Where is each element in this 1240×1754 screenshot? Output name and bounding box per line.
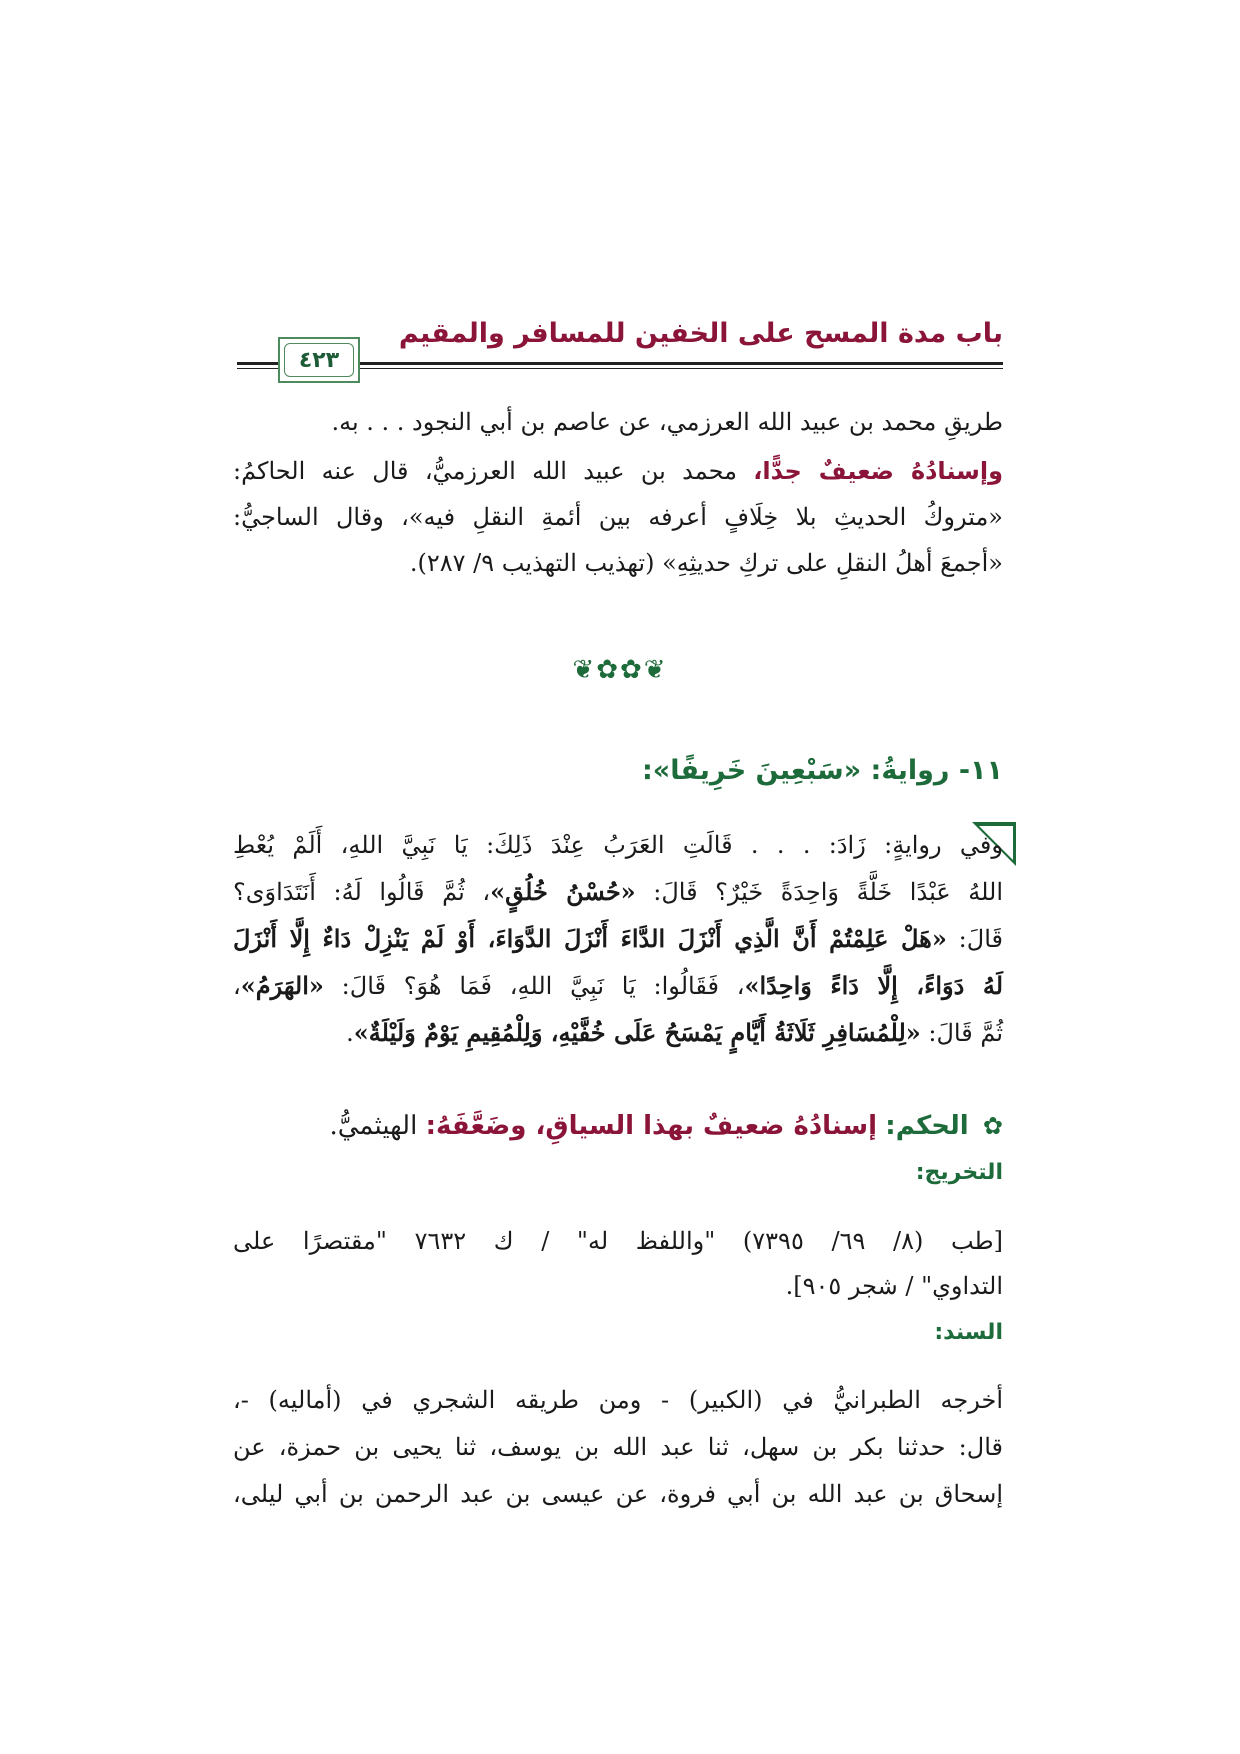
hadith-line-4 — [233, 966, 1003, 1006]
hadith-line-4-b: ، فَقَالُوا: يَا نَبِيَّ اللهِ، فَمَا هُوَ؟ قَالَ: — [323, 972, 745, 1000]
intro-line-3: «متروكُ الحديثِ بلا خِلَافٍ أعرفه بين أئمةِ النقلِ فيه»، وقال الساجيُّ: — [233, 503, 1003, 531]
chapter-title: باب مدة المسح على الخفين للمسافر والمقيم — [398, 318, 1003, 349]
hadith-line-3-a: قَالَ: — [946, 925, 1003, 953]
hadith-line-4-d: ، — [233, 972, 241, 1000]
hadith-line-5 — [233, 1013, 1003, 1053]
sanad-heading: السند: — [934, 1320, 1003, 1345]
section-heading: ١١- روايةُ: «سَبْعِينَ خَرِيفًا»: — [641, 755, 1003, 786]
hadith-line-5-b: «لِلْمُسَافِرِ ثَلَاثَةُ أَيَّامٍ يَمْسَحُ عَلَى خُفَّيْهِ، وَلِلْمُقِيمِ يَوْمٌ وَلَيْلَةٌ» — [353, 1018, 921, 1047]
hadith-line-5-a: ثُمَّ قَالَ: — [920, 1019, 1003, 1047]
page-number-badge — [278, 337, 360, 383]
hadith-line-3 — [233, 919, 1003, 959]
isnad-label: وإسنادُهُ ضعيفٌ جدًّا، — [753, 457, 1003, 485]
intro-line-4: «أجمعَ أهلُ النقلِ على تركِ حديثِهِ» (تهذيب التهذيب ٩/ ٢٨٧). — [409, 549, 1003, 577]
section-divider-ornament: ❦✿✿❦ — [572, 655, 668, 685]
sanad-line-1: أخرجه الطبرانيُّ في (الكبير) - ومن طريقه الشجري في (أماليه) -، — [233, 1386, 1003, 1414]
hadith-quote-husn-khuluq: «حُسْنُ خُلُقٍ» — [490, 877, 636, 906]
hadith-line-5-c: . — [346, 1019, 354, 1047]
takhrij-line-1: [طب (٨/ ٦٩/ ٧٣٩٥) "واللفظ له" / ك ٧٦٣٢ "مقتصرًا على — [233, 1227, 1004, 1255]
hadith-quote-haram: «الهَرَمُ» — [240, 971, 324, 1000]
sanad-line-3: إسحاق بن عبد الله بن أبي فروة، عن عيسى بن عبد الرحمن بن أبي ليلى، — [233, 1480, 1003, 1508]
ruling-by: الهيثميُّ. — [329, 1111, 418, 1141]
hadith-line-3-b: «هَلْ عَلِمْتُمْ أَنَّ الَّذِي أَنْزَلَ الدَّاءَ أَنْزَلَ الدَّوَاءَ، أَوْ لَمْ يَنْزِلْ دَاءٌ إِلَّا أَنْزَلَ — [233, 924, 947, 953]
intro-line-1: طريقِ محمد بن عبيد الله العرزمي، عن عاصم بن أبي النجود . . . به. — [331, 408, 1003, 436]
takhrij-line-2: التداوي" / شجر ٩٠٥]. — [785, 1272, 1003, 1300]
ruling-line — [330, 1111, 1004, 1141]
hadith-line-2-c: ، ثُمَّ قَالُوا لَهُ: أَنَتَدَاوَى؟ — [233, 878, 491, 906]
intro-line-2 — [233, 451, 1003, 491]
intro-line-2-text: محمد بن عبيد الله العرزميُّ، قال عنه الحاكمُ: — [233, 457, 737, 485]
hadith-line-2-a: اللهُ عَبْدًا خَلَّةً وَاحِدَةً خَيْرٌ؟ قَالَ: — [635, 878, 1003, 906]
hadith-line-4-a: لَهُ دَوَاءً، إِلَّا دَاءً وَاحِدًا» — [744, 971, 1004, 1000]
ruling-text: إسنادُهُ ضعيفٌ بهذا السياقِ، وضَعَّفَهُ: — [425, 1111, 878, 1141]
flower-icon: ✿ — [982, 1112, 1003, 1140]
hadith-line-2 — [233, 872, 1003, 912]
takhrij-heading: التخريج: — [915, 1160, 1003, 1185]
ruling-label: الحكم: — [885, 1111, 969, 1141]
page-number: ٤٢٣ — [298, 347, 340, 373]
hadith-line-1: وفي روايةٍ: زَادَ: . . . قَالَتِ العَرَبُ عِنْدَ ذَلِكَ: يَا نَبِيَّ اللهِ، أَلَمْ يُعْطِ — [233, 831, 1003, 859]
sanad-line-2: قال: حدثنا بكر بن سهل، ثنا عبد الله بن يوسف، ثنا يحيى بن حمزة، عن — [233, 1433, 1003, 1461]
